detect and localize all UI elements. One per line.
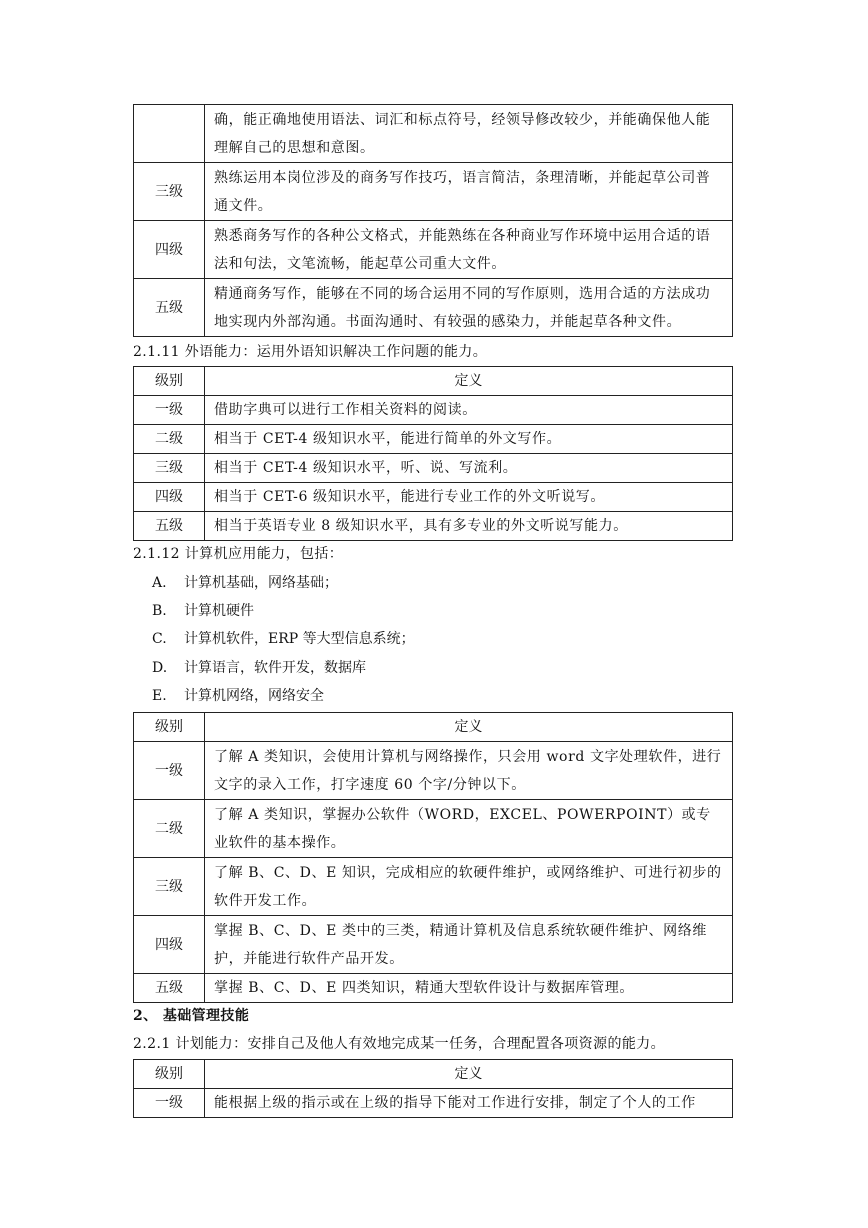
definition-header: 定义 xyxy=(205,1060,733,1089)
level-cell: 四级 xyxy=(134,916,205,974)
section-heading-2: 2、 基础管理技能 xyxy=(133,1008,250,1024)
table-row xyxy=(134,163,733,221)
level-cell: 三级 xyxy=(134,858,205,916)
level-cell: 五级 xyxy=(134,512,205,541)
table-row xyxy=(134,105,733,163)
definition-header: 定义 xyxy=(205,367,733,396)
definition-cell: 相当于 CET-4 级知识水平，听、说、写流利。 xyxy=(205,454,733,483)
level-cell: 五级 xyxy=(134,279,205,337)
list-item-text: 计算语言，软件开发，数据库 xyxy=(184,660,366,676)
table-row xyxy=(134,1089,733,1118)
table-row xyxy=(134,483,733,512)
definition-cell: 熟练运用本岗位涉及的商务写作技巧，语言简洁，条理清晰，并能起草公司普通文件。 xyxy=(205,163,733,221)
level-cell: 四级 xyxy=(134,221,205,279)
list-marker: E. xyxy=(152,688,167,704)
list-marker: A. xyxy=(152,575,167,591)
table-row xyxy=(134,858,733,916)
level-cell: 二级 xyxy=(134,425,205,454)
level-header: 级别 xyxy=(134,367,205,396)
list-item-text: 计算机网络，网络安全 xyxy=(184,688,324,704)
table-row xyxy=(134,974,733,1003)
level-cell: 三级 xyxy=(134,163,205,221)
list-item xyxy=(152,601,254,621)
section-heading-2-1-12: 2.1.12 计算机应用能力，包括： xyxy=(133,546,344,562)
table-row xyxy=(134,279,733,337)
list-item-text: 计算机硬件 xyxy=(184,603,254,619)
level-cell: 五级 xyxy=(134,974,205,1003)
definition-cell: 借助字典可以进行工作相关资料的阅读。 xyxy=(205,396,733,425)
list-marker: C. xyxy=(152,631,167,647)
definition-cell: 了解 A 类知识，会使用计算机与网络操作，只会用 word 文字处理软件，进行文字的录入工作，打字速度 60 个字/分钟以下。 xyxy=(205,742,733,800)
definition-cell: 了解 A 类知识，掌握办公软件（WORD，EXCEL、POWERPOINT）或专业软件的基本操作。 xyxy=(205,800,733,858)
definition-header: 定义 xyxy=(205,713,733,742)
table-header-row xyxy=(134,367,733,396)
level-cell xyxy=(134,105,205,163)
writing-ability-table xyxy=(133,104,733,337)
list-item xyxy=(152,658,366,678)
list-marker: B. xyxy=(152,603,167,619)
table-row xyxy=(134,454,733,483)
level-cell: 二级 xyxy=(134,800,205,858)
table-row xyxy=(134,916,733,974)
computer-ability-table xyxy=(133,712,733,1003)
table-row xyxy=(134,396,733,425)
level-cell: 一级 xyxy=(134,742,205,800)
definition-cell: 掌握 B、C、D、E 四类知识，精通大型软件设计与数据库管理。 xyxy=(205,974,733,1003)
list-item xyxy=(152,686,324,706)
definition-cell: 掌握 B、C、D、E 类中的三类，精通计算机及信息系统软硬件维护、网络维护，并能进行软件产品开发。 xyxy=(205,916,733,974)
level-cell: 一级 xyxy=(134,1089,205,1118)
table-header-row xyxy=(134,713,733,742)
table-header-row xyxy=(134,1060,733,1089)
list-marker: D. xyxy=(152,660,168,676)
definition-cell: 相当于 CET-4 级知识水平，能进行简单的外文写作。 xyxy=(205,425,733,454)
table-row xyxy=(134,221,733,279)
level-header: 级别 xyxy=(134,713,205,742)
definition-cell: 精通商务写作，能够在不同的场合运用不同的写作原则，选用合适的方法成功地实现内外部沟通。书面沟通时、有较强的感染力，并能起草各种文件。 xyxy=(205,279,733,337)
level-cell: 三级 xyxy=(134,454,205,483)
level-header: 级别 xyxy=(134,1060,205,1089)
planning-ability-table xyxy=(133,1059,733,1118)
definition-cell: 能根据上级的指示或在上级的指导下能对工作进行安排，制定了个人的工作 xyxy=(205,1089,733,1118)
list-item xyxy=(152,629,415,649)
table-row xyxy=(134,425,733,454)
definition-cell: 确，能正确地使用语法、词汇和标点符号，经领导修改较少，并能确保他人能理解自己的思想和意图。 xyxy=(205,105,733,163)
language-ability-table xyxy=(133,366,733,541)
section-heading-2-1-11: 2.1.11 外语能力：运用外语知识解决工作问题的能力。 xyxy=(133,344,488,360)
definition-cell: 相当于 CET-6 级知识水平，能进行专业工作的外文听说写。 xyxy=(205,483,733,512)
definition-cell: 相当于英语专业 8 级知识水平，具有多专业的外文听说写能力。 xyxy=(205,512,733,541)
list-item-text: 计算机基础，网络基础； xyxy=(184,575,338,591)
table-row xyxy=(134,800,733,858)
definition-cell: 熟悉商务写作的各种公文格式，并能熟练在各种商业写作环境中运用合适的语法和句法，文笔流畅，能起草公司重大文件。 xyxy=(205,221,733,279)
definition-cell: 了解 B、C、D、E 知识，完成相应的软硬件维护，或网络维护、可进行初步的软件开发工作。 xyxy=(205,858,733,916)
level-cell: 四级 xyxy=(134,483,205,512)
list-item-text: 计算机软件，ERP 等大型信息系统； xyxy=(184,631,415,647)
table-row xyxy=(134,742,733,800)
section-heading-2-2-1: 2.2.1 计划能力：安排自己及他人有效地完成某一任务，合理配置各项资源的能力。 xyxy=(133,1036,666,1052)
level-cell: 一级 xyxy=(134,396,205,425)
list-item xyxy=(152,573,338,593)
table-row xyxy=(134,512,733,541)
